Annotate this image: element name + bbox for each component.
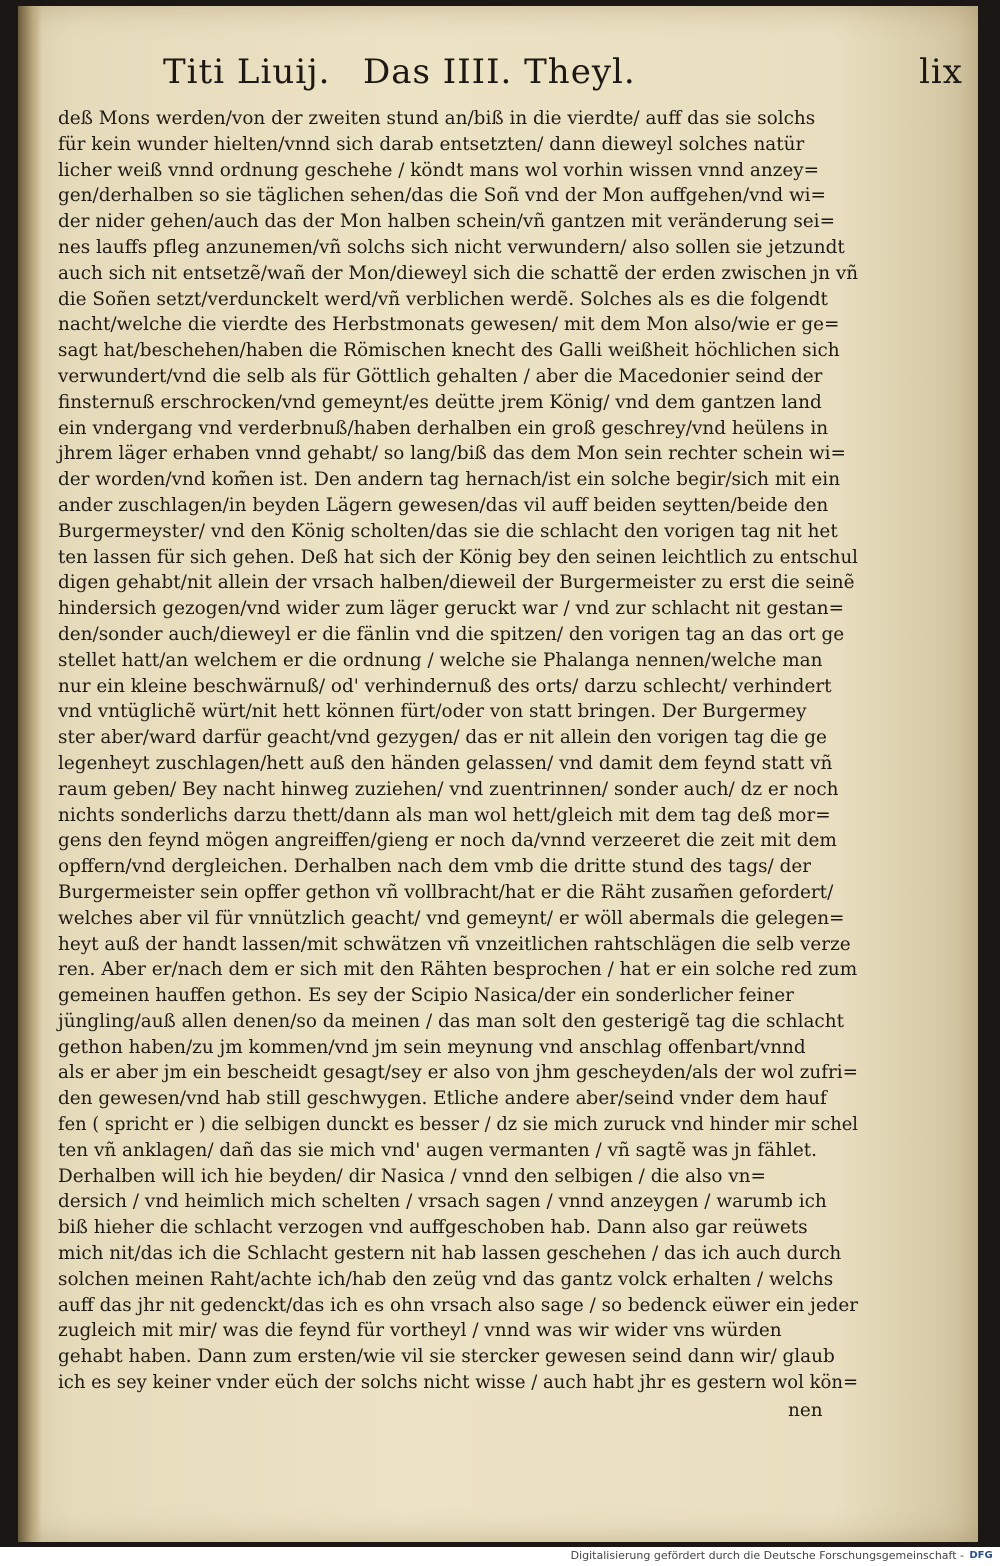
digitization-footer [0, 1547, 1000, 1566]
text-line: gehabt haben. Dann zum ersten/wie vil sie stercker gewesen seind dann wir/ glaub [58, 1346, 835, 1368]
text-line: licher weiß vnnd ordnung geschehe / köndt mans wol vorhin wissen vnnd anzey= [58, 159, 820, 181]
text-line: gemeinen hauffen gethon. Es sey der Scipio Nasica/der ein sonderlicher feiner [58, 985, 794, 1007]
text-line: Derhalben will ich hie beyden/ dir Nasica / vnnd den selbigen / die also vn= [58, 1165, 766, 1187]
text-line: auch sich nit entsetzẽ/wañ der Mon/dieweyl sich die schattẽ der erden zwischen jn vñ [58, 262, 859, 284]
text-line: welches aber vil für vnnützlich geacht/ vnd gemeynt/ er wöll abermals die gelegen= [58, 907, 845, 929]
text-line: nichts sonderlichs darzu thett/dann als man wol hett/gleich mit dem tag deß mor= [58, 804, 831, 826]
text-line: dersich / vnd heimlich mich schelten / vrsach sagen / vnnd anzeygen / warumb ich [58, 1191, 827, 1213]
catchword: nen [788, 1400, 823, 1421]
text-line: hindersich gezogen/vnd wider zum läger geruckt war / vnd zur schlacht nit gestan= [58, 598, 845, 620]
text-line: raum geben/ Bey nacht hinweg zuziehen/ vnd zuentrinnen/ sonder auch/ dz er noch [58, 778, 839, 800]
text-line: die Soñen setzt/verdunckelt werd/vñ verblichen werdẽ. Solches als es die folgendt [58, 288, 828, 310]
text-line: gethon haben/zu jm kommen/vnd jm sein meynung vnd anschlag offenbart/vnnd [58, 1036, 806, 1058]
text-line: biß hieher die schlacht verzogen vnd auffgeschoben hab. Dann also gar reüwets [58, 1217, 808, 1239]
text-line: gen/derhalben so sie täglichen sehen/das die Soñ vnd der Mon auffgehen/vnd wi= [58, 185, 826, 207]
book-page [18, 6, 978, 1542]
page-gutter-shadow [18, 6, 42, 1542]
text-line: als er aber jm ein bescheidt gesagt/sey er also von jhm gescheyden/als der wol zufri= [58, 1062, 859, 1084]
text-line: sagt hat/beschehen/haben die Römischen knecht des Galli weißheit höchlichen sich [58, 340, 840, 362]
text-line: auff das jhr nit gedenckt/das ich es ohn vrsach also sage / so bedenck eüwer ein jeder [58, 1294, 859, 1316]
text-line: deß Mons werden/von der zweiten stund an/biß in die vierdte/ auff das sie solchs [58, 108, 816, 129]
funding-credit: Digitalisierung gefördert durch die Deutsche Forschungsgemeinschaft - [570, 1549, 964, 1562]
running-head-title: Titi Liuij. [163, 52, 331, 92]
text-line: jüngling/auß allen denen/so da meinen / das man solt den gesterigẽ tag die schlacht [58, 1010, 844, 1032]
text-line: nur ein kleine beschwärnuß/ od' verhindernuß des orts/ darzu schlecht/ verhindert [58, 675, 832, 697]
text-line: ster aber/ward darfür geacht/vnd gezygen/ das er nit allein den vorigen tag die ge [58, 727, 827, 749]
text-line: gens den feynd mögen angreiffen/gieng er noch da/vnnd verzeeret die zeit mit dem [58, 830, 837, 852]
text-line: heyt auß der handt lassen/mit schwätzen vñ vnzeitlichen rahtschlägen die selb verze [58, 933, 851, 955]
text-line: digen gehabt/nit allein der vrsach halben/dieweil der Burgermeister zu erst die seinẽ [58, 572, 855, 594]
text-line: ich es sey keiner vnder eüch der solchs nicht wisse / auch habt jhr es gestern wol kön= [58, 1372, 859, 1394]
dfg-logo: DFG [969, 1550, 993, 1561]
text-line: fen ( spricht er ) die selbigen dunckt es besser / dz sie mich zuruck vnd hinder mir schel [58, 1114, 859, 1136]
text-line: verwundert/vnd die selb als für Göttlich gehalten / aber die Macedonier seind der [58, 365, 823, 387]
text-line: finsternuß erschrocken/vnd gemeynt/es deütte jrem König/ vnd dem gantzen land [58, 391, 822, 413]
text-line: ten lassen für sich gehen. Deß hat sich der König bey den seinen leichtlich zu entschul [58, 546, 858, 568]
text-line: den/sonder auch/dieweyl er die fänlin vnd die spitzen/ den vorigen tag an das ort ge [58, 623, 845, 645]
text-line: ten vñ anklagen/ dañ das sie mich vnd' augen vermanten / vñ sagtẽ was jn fählet. [58, 1139, 817, 1161]
text-line: Burgermeister sein opffer gethon vñ vollbracht/hat er die Räht zusam̃en gefordert/ [58, 881, 834, 903]
text-line: zugleich mit mir/ was die feynd für vortheyl / vnnd was wir wider vns würden [58, 1320, 782, 1342]
text-line: ander zuschlagen/in beyden Lägern gewesen/das vil auff beiden seytten/beide den [58, 494, 829, 516]
text-line: der worden/vnd kom̃en ist. Den andern tag hernach/ist ein solche begir/sich mit ein [58, 469, 841, 491]
text-line: der nider gehen/auch das der Mon halben schein/vñ gantzen mit veränderung sei= [58, 211, 835, 233]
text-line: vnd vntüglichẽ würt/nit hett können fürt/oder von statt bringen. Der Burgermey [58, 701, 807, 723]
running-head [133, 52, 973, 102]
text-line: mich nit/das ich die Schlacht gestern nit hab lassen geschehen / das ich auch durch [58, 1243, 842, 1265]
body-text [58, 106, 858, 1396]
text-line: jhrem läger erhaben vnnd gehabt/ so lang/biß das dem Mon sein rechter schein wi= [58, 443, 846, 465]
text-line: für kein wunder hielten/vnnd sich darab entsetzten/ dann dieweyl solches natür [58, 133, 805, 155]
text-line: Burgermeyster/ vnd den König scholten/das sie die schlacht den vorigen tag nit het [58, 520, 838, 542]
running-head-part: Das IIII. Theyl. [363, 52, 636, 92]
text-line: solchen meinen Raht/achte ich/hab den zeüg vnd das gantz volck erhalten / welchs [58, 1268, 834, 1290]
text-line: nes lauffs pfleg anzunemen/vñ solchs sich nicht verwundern/ also sollen sie jetzundt [58, 236, 845, 258]
text-line: ein vndergang vnd verderbnuß/haben derhalben ein groß geschrey/vnd heülens in [58, 417, 829, 439]
text-line: nacht/welche die vierdte des Herbstmonats gewesen/ mit dem Mon also/wie er ge= [58, 314, 840, 336]
text-line: stellet hatt/an welchem er die ordnung / welche sie Phalanga nennen/welche man [58, 649, 823, 671]
text-line: ren. Aber er/nach dem er sich mit den Rähten besprochen / hat er ein solche red zum [58, 959, 858, 981]
folio-number: lix [919, 52, 963, 92]
text-line: legenheyt zuschlagen/hett auß den händen gelassen/ vnd damit dem feynd statt vñ [58, 752, 833, 774]
text-line: opffern/vnd dergleichen. Derhalben nach dem vmb die dritte stund des tags/ der [58, 856, 812, 878]
text-line: den gewesen/vnd hab still geschwygen. Etliche andere aber/seind vnder dem hauf [58, 1088, 827, 1110]
